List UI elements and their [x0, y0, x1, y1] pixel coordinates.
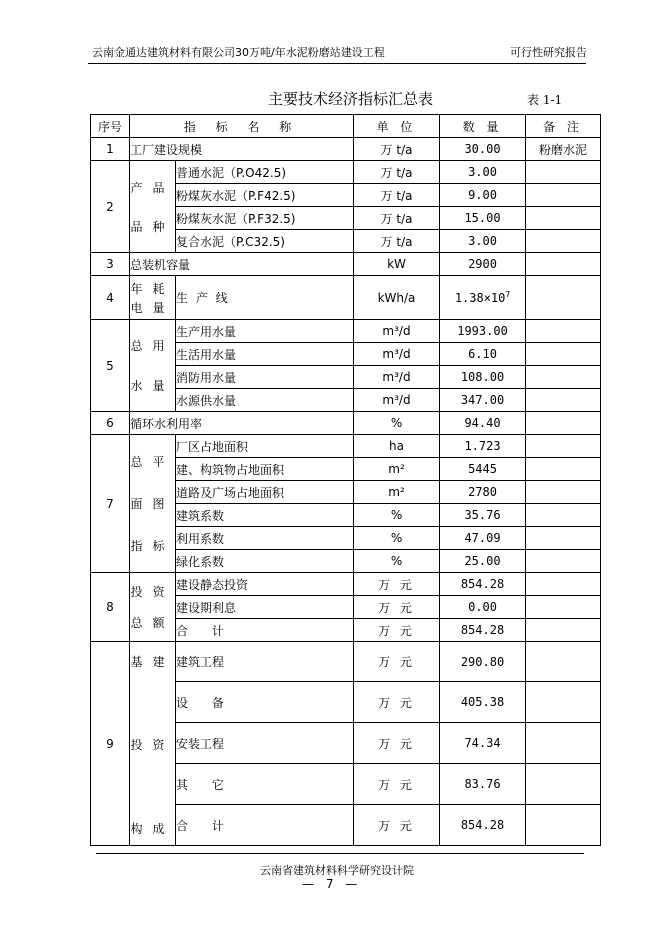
page-number: — 7 — [302, 877, 362, 891]
row-qty: 25.00 [440, 550, 526, 573]
row-name: 工厂建设规模 [130, 138, 354, 161]
row-no: 7 [91, 435, 130, 573]
group-label-line: 年耗 [130, 281, 175, 296]
row-qty: 1.723 [440, 435, 526, 458]
row-name: 建、构筑物占地面积 [176, 458, 354, 481]
row-qty: 854.28 [440, 805, 526, 846]
row-unit: ha [354, 435, 440, 458]
row-unit: m³/d [354, 320, 440, 343]
group-label-text [130, 651, 175, 837]
row-unit: 万 元 [354, 723, 440, 764]
row-qty: 9.00 [440, 184, 526, 207]
group-label-text [130, 279, 175, 317]
row-note [526, 596, 601, 619]
group-label-line: 产品 [130, 180, 175, 195]
row-unit: kWh/a [354, 276, 440, 320]
table-row [91, 161, 601, 184]
group-label-line: 构成 [130, 821, 175, 836]
row-unit: % [354, 504, 440, 527]
row-unit: 万 元 [354, 764, 440, 805]
row-note [526, 682, 601, 723]
row-note [526, 276, 601, 320]
row-no: 9 [91, 642, 130, 846]
row-qty: 854.28 [440, 573, 526, 596]
col-header-qty: 数 量 [440, 115, 526, 138]
table-row [91, 573, 601, 596]
group-label-text [130, 326, 175, 406]
group-label-line: 投资 [130, 585, 175, 599]
row-qty: 3.00 [440, 230, 526, 253]
row-qty: 0.00 [440, 596, 526, 619]
row-unit: m³/d [354, 343, 440, 366]
row-qty: 94.40 [440, 412, 526, 435]
row-qty: 290.80 [440, 642, 526, 682]
group-label-line: 指标 [130, 538, 175, 553]
row-note [526, 161, 601, 184]
row-group-label [130, 161, 176, 253]
row-name: 利用系数 [176, 527, 354, 550]
row-qty: 2900 [440, 253, 526, 276]
row-note [526, 230, 601, 253]
footer-org: 云南省建筑材料科学研究设计院 [260, 864, 414, 877]
row-note [526, 435, 601, 458]
row-note [526, 527, 601, 550]
row-name: 消防用水量 [176, 366, 354, 389]
row-note [526, 320, 601, 343]
row-name: 总装机容量 [130, 253, 354, 276]
row-name: 循环水利用率 [130, 412, 354, 435]
row-note [526, 184, 601, 207]
row-group-label [130, 573, 176, 642]
header-right: 可行性研究报告 [510, 46, 587, 59]
row-note [526, 619, 601, 642]
row-unit: 万 元 [354, 619, 440, 642]
row-no: 8 [91, 573, 130, 642]
row-qty: 30.00 [440, 138, 526, 161]
row-unit: m³/d [354, 366, 440, 389]
row-unit: m² [354, 481, 440, 504]
row-unit: m² [354, 458, 440, 481]
row-note [526, 481, 601, 504]
row-no: 3 [91, 253, 130, 276]
group-label-line: 总额 [130, 616, 175, 630]
row-unit: kW [354, 253, 440, 276]
row-note [526, 389, 601, 412]
row-name: 合 计 [176, 619, 354, 642]
row-no: 4 [91, 276, 130, 320]
col-header-note: 备 注 [526, 115, 601, 138]
row-qty: 854.28 [440, 619, 526, 642]
row-name: 合 计 [176, 805, 354, 846]
row-note [526, 412, 601, 435]
row-name: 生 产 线 [176, 276, 354, 320]
table-row [91, 276, 601, 320]
row-note [526, 207, 601, 230]
group-label-text [130, 441, 175, 566]
group-label-line: 总平 [130, 455, 175, 470]
header-divider [88, 63, 586, 64]
row-name: 建筑系数 [176, 504, 354, 527]
row-qty: 2780 [440, 481, 526, 504]
row-unit: % [354, 412, 440, 435]
row-note [526, 805, 601, 846]
row-name: 道路及广场占地面积 [176, 481, 354, 504]
row-unit: 万 元 [354, 596, 440, 619]
table-row [91, 138, 601, 161]
row-note [526, 573, 601, 596]
row-note [526, 723, 601, 764]
table-row [91, 320, 601, 343]
row-group-label [130, 276, 176, 320]
row-name: 设 备 [176, 682, 354, 723]
col-header-no: 序号 [91, 115, 130, 138]
page-title: 主要技术经济指标汇总表 [268, 90, 434, 108]
col-header-name: 指 标 名 称 [130, 115, 354, 138]
row-unit: 万 t/a [354, 161, 440, 184]
row-note [526, 764, 601, 805]
row-unit: 万 t/a [354, 138, 440, 161]
row-unit: % [354, 550, 440, 573]
row-name: 厂区占地面积 [176, 435, 354, 458]
group-label-line: 投资 [130, 738, 175, 752]
group-label-line: 水量 [130, 379, 175, 393]
row-qty: 6.10 [440, 343, 526, 366]
row-unit: 万 t/a [354, 230, 440, 253]
row-note [526, 642, 601, 682]
row-note: 粉磨水泥 [526, 138, 601, 161]
row-unit: 万 元 [354, 642, 440, 682]
row-unit: 万 元 [354, 573, 440, 596]
qty-exponent: 7 [505, 290, 511, 299]
row-note [526, 504, 601, 527]
row-qty: 74.34 [440, 723, 526, 764]
row-name: 生产用水量 [176, 320, 354, 343]
row-qty: 5445 [440, 458, 526, 481]
row-name: 水源供水量 [176, 389, 354, 412]
table-row [91, 435, 601, 458]
row-no: 6 [91, 412, 130, 435]
row-unit: 万 t/a [354, 184, 440, 207]
row-name: 生活用水量 [176, 343, 354, 366]
row-name: 复合水泥（P.C32.5) [176, 230, 354, 253]
row-no: 2 [91, 161, 130, 253]
row-qty: 35.76 [440, 504, 526, 527]
row-unit: 万 t/a [354, 207, 440, 230]
row-qty: 405.38 [440, 682, 526, 723]
row-name: 普通水泥（P.O42.5) [176, 161, 354, 184]
row-qty: 47.09 [440, 527, 526, 550]
row-note [526, 550, 601, 573]
row-group-label [130, 435, 176, 573]
row-qty: 15.00 [440, 207, 526, 230]
row-name: 粉煤灰水泥（P.F42.5) [176, 184, 354, 207]
row-unit: 万 元 [354, 805, 440, 846]
row-name: 其 它 [176, 764, 354, 805]
table-number: 表 1-1 [527, 93, 563, 107]
group-label-line: 总用 [130, 339, 175, 353]
group-label-text [130, 576, 175, 638]
row-no: 5 [91, 320, 130, 412]
col-header-unit: 单 位 [354, 115, 440, 138]
row-name: 安装工程 [176, 723, 354, 764]
group-label-line: 基建 [130, 654, 175, 669]
row-name: 粉煤灰水泥（P.F32.5) [176, 207, 354, 230]
row-group-label [130, 642, 176, 846]
group-label-line: 品种 [130, 219, 175, 234]
group-label-text [130, 168, 175, 246]
indicator-table [90, 114, 601, 846]
row-unit: m³/d [354, 389, 440, 412]
row-name: 建筑工程 [176, 642, 354, 682]
row-qty [440, 276, 526, 320]
row-unit: 万 元 [354, 682, 440, 723]
group-label-line: 电量 [130, 300, 175, 315]
row-name: 建设期利息 [176, 596, 354, 619]
row-name: 绿化系数 [176, 550, 354, 573]
row-note [526, 253, 601, 276]
row-qty: 347.00 [440, 389, 526, 412]
row-qty: 108.00 [440, 366, 526, 389]
row-note [526, 343, 601, 366]
header-left: 云南金通达建筑材料有限公司30万吨/年水泥粉磨站建设工程 [92, 46, 385, 59]
row-note [526, 366, 601, 389]
row-unit: % [354, 527, 440, 550]
table-header-row [91, 115, 601, 138]
qty-base: 1.38×10 [454, 291, 506, 305]
row-qty: 83.76 [440, 764, 526, 805]
row-no: 1 [91, 138, 130, 161]
row-qty: 3.00 [440, 161, 526, 184]
group-label-line: 面图 [130, 496, 175, 511]
table-row [91, 642, 601, 682]
row-name: 建设静态投资 [176, 573, 354, 596]
row-qty: 1993.00 [440, 320, 526, 343]
row-note [526, 458, 601, 481]
table-row [91, 253, 601, 276]
footer-divider [96, 853, 584, 854]
table-row [91, 412, 601, 435]
row-group-label [130, 320, 176, 412]
